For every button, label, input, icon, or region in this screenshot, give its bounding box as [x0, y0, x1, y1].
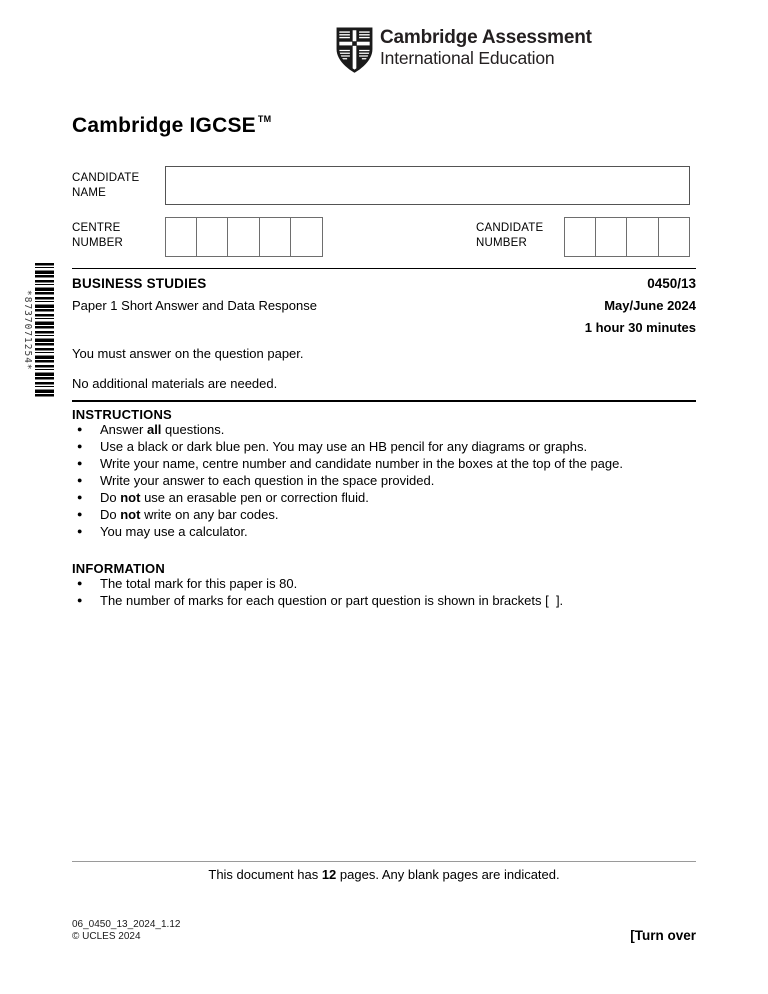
paper-name: Paper 1 Short Answer and Data Response: [72, 298, 317, 313]
bullet-icon: [77, 489, 82, 506]
divider-top: [72, 268, 696, 269]
logo-text: [380, 27, 592, 68]
instruction-item: [72, 438, 696, 455]
divider-instructions: [72, 400, 696, 402]
instruction-item: [72, 523, 696, 540]
barcode-bars-icon: [35, 263, 54, 397]
number-cell[interactable]: [564, 217, 596, 257]
exam-duration: 1 hour 30 minutes: [584, 320, 696, 335]
cambridge-shield-icon: [336, 27, 373, 73]
logo-line1: Cambridge Assessment: [380, 27, 592, 48]
instructions-heading: INSTRUCTIONS: [72, 407, 172, 422]
centre-number-label: CENTRE NUMBER: [72, 222, 124, 249]
information-item: [72, 592, 696, 609]
materials-note: No additional materials are needed.: [72, 376, 278, 391]
instruction-text: Write your answer to each question in the space provided.: [100, 473, 435, 488]
bullet-icon: [77, 506, 82, 523]
bullet-icon: [77, 455, 82, 472]
candidate-number-cells: [564, 217, 690, 257]
barcode-number: *8737071254*: [22, 289, 33, 371]
number-cell[interactable]: [627, 217, 659, 257]
turn-over-label: [Turn over: [630, 928, 696, 943]
instruction-text: Do not use an erasable pen or correction fluid.: [100, 490, 369, 505]
number-cell[interactable]: [291, 217, 323, 257]
information-text: The number of marks for each question or part question is shown in brackets [ ].: [100, 593, 564, 608]
page-title: [72, 114, 272, 138]
information-text: The total mark for this paper is 80.: [100, 576, 298, 591]
instruction-text: You may use a calculator.: [100, 524, 248, 539]
document-reference: 06_0450_13_2024_1.12: [72, 919, 181, 930]
instruction-item: [72, 455, 696, 472]
barcode: [22, 263, 54, 397]
number-cell[interactable]: [596, 217, 628, 257]
information-item: [72, 575, 696, 592]
instruction-item: [72, 472, 696, 489]
instruction-text: Write your name, centre number and candidate number in the boxes at the top of the page.: [100, 456, 623, 471]
information-list: [72, 575, 696, 609]
bullet-icon: [77, 472, 82, 489]
bullet-icon: [77, 438, 82, 455]
instruction-item: [72, 421, 696, 438]
centre-number-cells: [165, 217, 323, 257]
instruction-text: Do not write on any bar codes.: [100, 507, 279, 522]
page-count-note: This document has 12 pages. Any blank pages are indicated.: [208, 867, 560, 882]
number-cell[interactable]: [165, 217, 197, 257]
instruction-text: Answer all questions.: [100, 422, 225, 437]
instruction-item: [72, 506, 696, 523]
subject-title: BUSINESS STUDIES: [72, 276, 207, 291]
answer-note: You must answer on the question paper.: [72, 346, 304, 361]
instruction-item: [72, 489, 696, 506]
cambridge-logo: [336, 27, 592, 73]
number-cell[interactable]: [659, 217, 691, 257]
page-title-text: Cambridge IGCSE: [72, 114, 256, 137]
exam-session: May/June 2024: [604, 298, 696, 313]
number-cell[interactable]: [228, 217, 260, 257]
instruction-text: Use a black or dark blue pen. You may use an HB pencil for any diagrams or graphs.: [100, 439, 588, 454]
paper-code: 0450/13: [647, 276, 696, 291]
instructions-list: [72, 421, 696, 540]
bullet-icon: [77, 575, 82, 592]
bullet-icon: [77, 592, 82, 609]
number-cell[interactable]: [260, 217, 292, 257]
candidate-number-label: CANDIDATE NUMBER: [476, 222, 544, 249]
candidate-name-label: CANDIDATE NAME: [72, 172, 140, 199]
bullet-icon: [77, 523, 82, 540]
information-heading: INFORMATION: [72, 561, 165, 576]
logo-line2: International Education: [380, 48, 555, 68]
candidate-name-input-box[interactable]: [165, 166, 690, 205]
number-cell[interactable]: [197, 217, 229, 257]
bullet-icon: [77, 421, 82, 438]
trademark-symbol: TM: [257, 114, 272, 124]
divider-footer: [72, 861, 696, 862]
copyright-notice: © UCLES 2024: [72, 931, 141, 942]
